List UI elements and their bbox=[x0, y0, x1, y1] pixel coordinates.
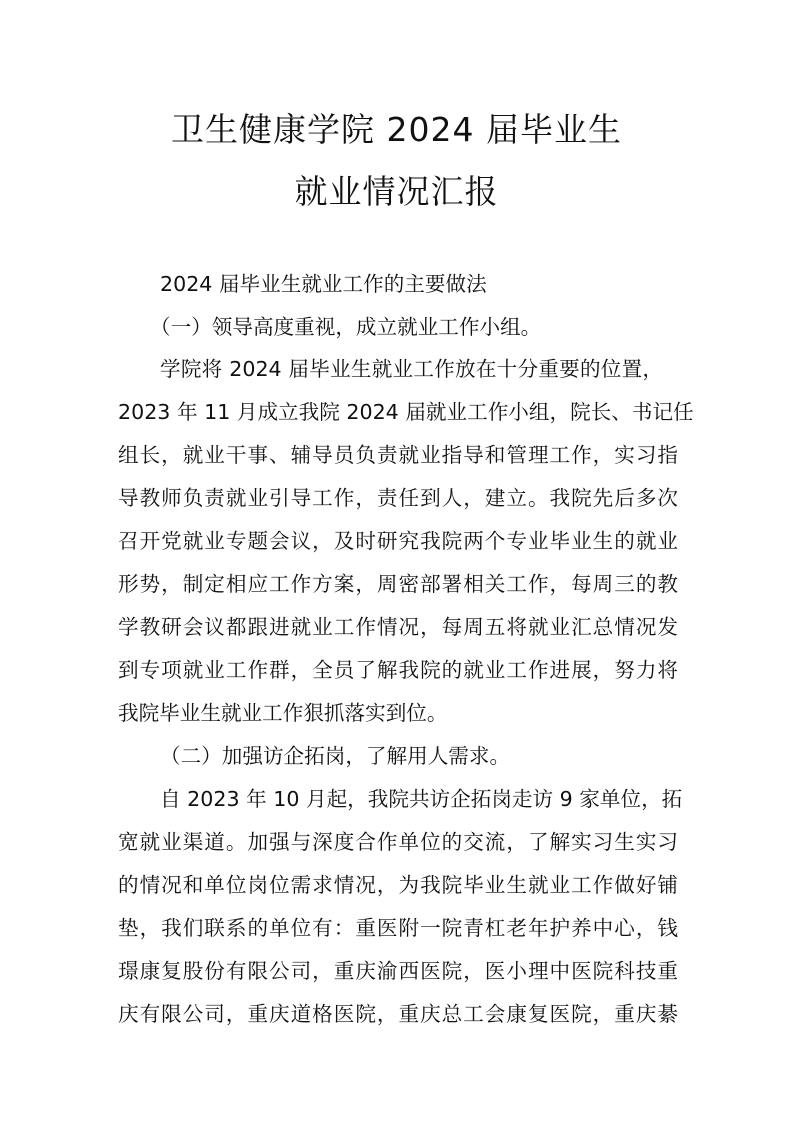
section-1-heading: （一）领导高度重视，成立就业工作小组。 bbox=[150, 315, 542, 339]
section-1-line: 形势，制定相应工作方案，周密部署相关工作，每周三的教 bbox=[118, 572, 678, 596]
section-2-line: 宽就业渠道。加强与深度合作单位的交流，了解实习生实习 bbox=[118, 830, 678, 854]
section-1-line: 我院毕业生就业工作狠抓落实到位。 bbox=[118, 701, 448, 725]
section-2-line: 垫，我们联系的单位有：重医附一院青杠老年护养中心，钱 bbox=[118, 916, 678, 940]
section-2-line: 自 2023 年 10 月起，我院共访企拓岗走访 9 家单位，拓 bbox=[160, 787, 683, 811]
main-heading: 2024 届毕业生就业工作的主要做法 bbox=[160, 272, 487, 296]
document-title-line-1: 卫生健康学院 2024 届毕业生 bbox=[171, 110, 622, 149]
section-1-line: 学院将 2024 届毕业生就业工作放在十分重要的位置， bbox=[160, 357, 663, 381]
document-title-line-2: 就业情况汇报 bbox=[294, 172, 499, 211]
section-2-line: 的情况和单位岗位需求情况，为我院毕业生就业工作做好铺 bbox=[118, 873, 678, 897]
section-2-heading: （二）加强访企拓岗，了解用人需求。 bbox=[160, 744, 511, 768]
section-2-line: 庆有限公司，重庆道格医院，重庆总工会康复医院，重庆綦 bbox=[118, 1002, 678, 1026]
section-1-line: 2023 年 11 月成立我院 2024 届就业工作小组，院长、书记任 bbox=[118, 400, 694, 424]
section-2-line: 璟康复股份有限公司，重庆渝西医院，医小理中医院科技重 bbox=[118, 959, 678, 983]
section-1-line: 组长，就业干事、辅导员负责就业指导和管理工作，实习指 bbox=[118, 443, 678, 467]
section-1-line: 召开党就业专题会议，及时研究我院两个专业毕业生的就业 bbox=[118, 529, 678, 553]
section-1-line: 到专项就业工作群，全员了解我院的就业工作进展，努力将 bbox=[118, 658, 678, 682]
section-1-line: 导教师负责就业引导工作，责任到人，建立。我院先后多次 bbox=[118, 486, 678, 510]
section-1-line: 学教研会议都跟进就业工作情况，每周五将就业汇总情况发 bbox=[118, 615, 678, 639]
